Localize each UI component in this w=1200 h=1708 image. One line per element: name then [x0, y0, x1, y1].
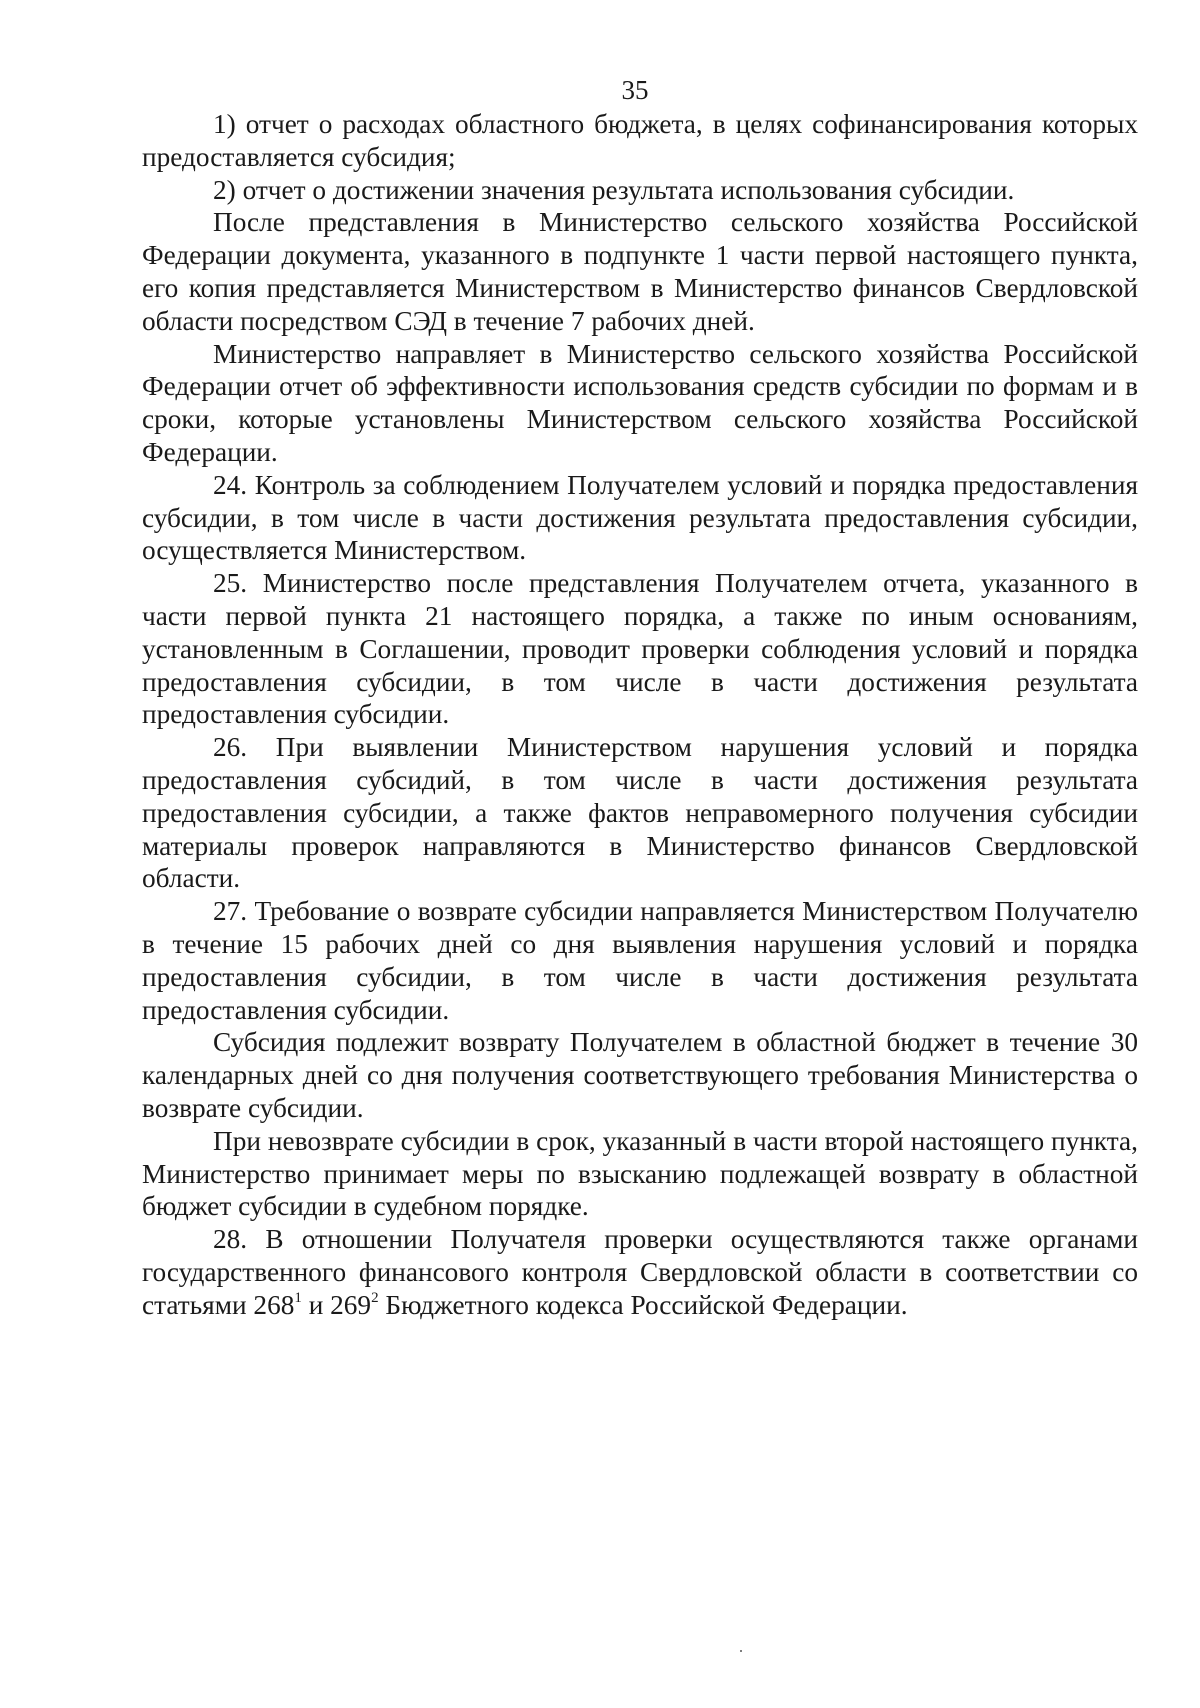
paragraph-item-24: 24. Контроль за соблюдением Получателем условий и порядка предоставления субсидии, в том числе в части достижения результата предоставления субсидии, осуществляется Министерством. — [142, 469, 1138, 566]
paragraph-report-result: 2) отчет о достижении значения результата использования субсидии. — [213, 174, 1015, 205]
paragraph-refund-enforcement: При невозврате субсидии в срок, указанный в части второй настоящего пункта, Министерство принимает меры по взысканию подлежащей возврату в областной бюджет субсидии в судебном порядке. — [142, 1125, 1138, 1222]
article-268-superscript: 1 — [294, 1289, 302, 1306]
paragraph-item-28 — [142, 1223, 1138, 1321]
paragraph-item-27: 27. Требование о возврате субсидии направляется Министерством Получателю в течение 15 рабочих дней со дня выявления нарушения условий и порядка предоставления субсидии, в том числе в части достижения результата предоставления субсидии. — [142, 896, 1138, 1025]
article-269-superscript: 2 — [371, 1289, 379, 1306]
scan-speck — [740, 1650, 742, 1652]
paragraph-report-expenses: 1) отчет о расходах областного бюджета, в целях софинансирования которых предоставляется субсидия; — [142, 109, 1138, 172]
item-28-text-start: 28. В отношении Получателя проверки осуществляются также органами государственного финансового контроля Свердловской области в соответствии со статьями 268 — [142, 1224, 1138, 1320]
page-number: 35 — [621, 75, 649, 105]
document-body — [142, 108, 1138, 1321]
paragraph-item-25: 25. Министерство после представления Получателем отчета, указанного в части первой пункта 21 настоящего порядка, а также по иным основаниям, установленным в Соглашении, проводит проверки соблюдения условий и порядка предоставления субсидии, в том числе в части достижения результата предоставления субсидии. — [142, 568, 1138, 730]
paragraph-item-26: 26. При выявлении Министерством нарушения условий и порядка предоставления субсидий, в том числе в части достижения результата предоставления субсидии, а также фактов неправомерного получения субсидии материалы проверок направляются в Министерство финансов Свердловской области. — [142, 732, 1138, 894]
paragraph-refund-deadline: Субсидия подлежит возврату Получателем в областной бюджет в течение 30 календарных дней со дня получения соответствующего требования Министерства о возврате субсидии. — [142, 1027, 1138, 1123]
paragraph-copy-submission: После представления в Министерство сельского хозяйства Российской Федерации документа, указанного в подпункте 1 части первой настоящего пункта, его копия представляется Министерством в Министерство финансов Свердловской области посредством СЭД в течение 7 рабочих дней. — [142, 207, 1138, 336]
item-28-text-end: Бюджетного кодекса Российской Федерации. — [378, 1289, 908, 1320]
paragraph-efficiency-report: Министерство направляет в Министерство сельского хозяйства Российской Федерации отчет об эффективности использования средств субсидии по формам и в сроки, которые установлены Министерством сельского хозяйства Российской Федерации. — [142, 338, 1138, 467]
item-28-text-middle: и 269 — [301, 1289, 372, 1320]
